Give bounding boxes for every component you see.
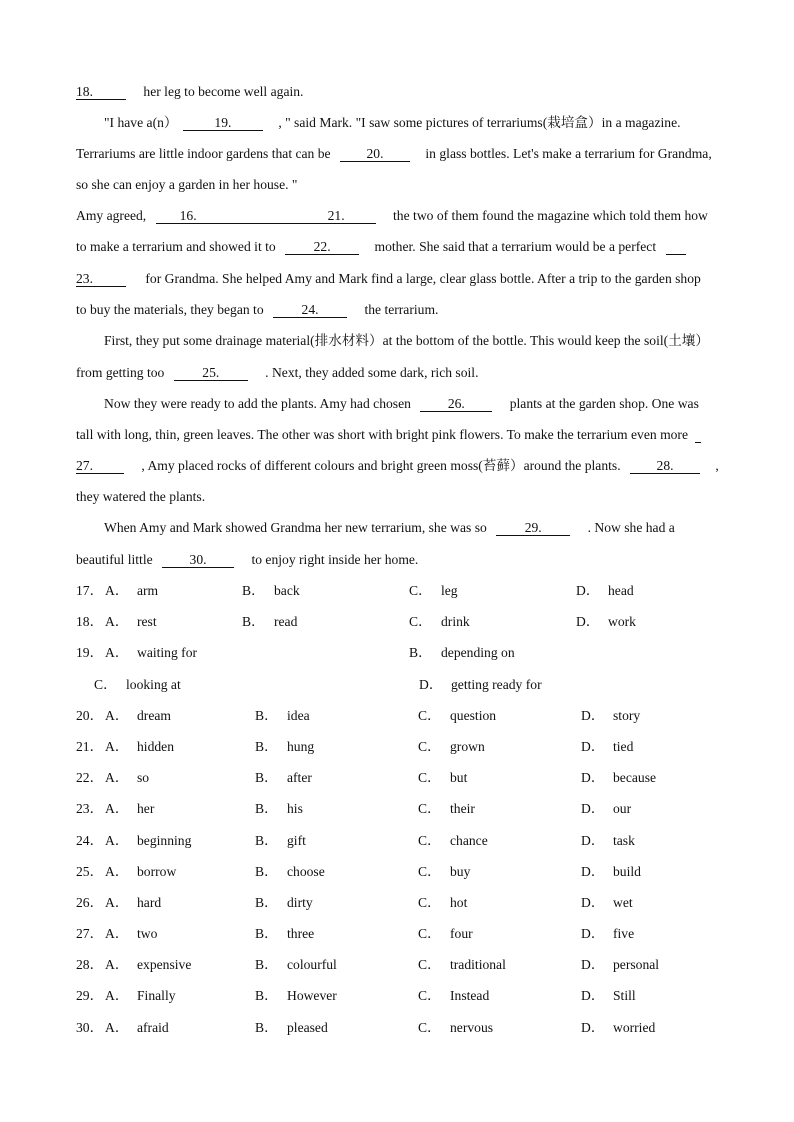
passage-text: , Amy placed rocks of different colours and bright green moss(苔藓）around the plants. [141,458,621,473]
option-letter: D． [576,614,600,629]
passage-text: mother. She said that a terrarium would be a perfect [374,239,657,254]
passage-text: "I have a(n） [104,115,178,130]
question-number: 27． [76,926,104,941]
option-text[interactable]: read [274,614,298,629]
blank-22[interactable]: 22. [285,239,359,255]
passage-text: in glass bottles. Let's make a terrarium for Grandma, [425,146,712,161]
passage-line [76,457,719,475]
blank-26[interactable]: 26. [420,396,492,412]
option-text[interactable]: work [608,614,636,629]
question-number: 24． [76,833,104,848]
question-number: 30． [76,1020,104,1035]
option-text[interactable]: his [287,801,303,816]
option-text[interactable]: grown [450,739,485,754]
option-text[interactable]: but [450,770,468,785]
option-text[interactable]: pleased [287,1020,328,1035]
option-text[interactable]: Still [613,988,636,1003]
passage-text: beautiful little [76,552,153,567]
passage-text: the terrarium. [364,302,439,317]
passage-line [76,488,205,506]
passage-line [104,114,681,132]
question-number: 23． [76,801,104,816]
option-text[interactable]: borrow [137,864,177,879]
option-text[interactable]: hard [137,895,162,910]
option-letter: A． [105,708,129,723]
option-letter: A． [105,864,129,879]
option-letter: B． [255,895,278,910]
option-letter: B． [242,583,265,598]
passage-text: tall with long, thin, green leaves. The other was short with bright pink flowers. To make the terrarium even more [76,427,688,442]
option-text[interactable]: because [613,770,657,785]
question-number: 28． [76,957,104,972]
question-number: 19． [76,645,104,660]
passage-text: First, they put some drainage material(排水材料）at the bottom of the bottle. This would keep the soil(土壤） [104,333,709,348]
option-letter: A． [105,614,129,629]
passage-line [76,176,297,194]
passage-line [104,519,675,537]
option-letter: A． [105,739,129,754]
blank-23-start [666,239,686,255]
option-letter: C． [418,864,441,879]
option-text[interactable]: task [613,833,635,848]
blank-28[interactable]: 28. [630,458,700,474]
option-letter: D． [581,833,605,848]
option-letter: D． [581,926,605,941]
option-text[interactable]: Instead [450,988,490,1003]
option-text[interactable]: story [613,708,641,723]
passage-text: Now they were ready to add the plants. Amy had chosen [104,396,411,411]
option-letter: D． [581,895,605,910]
option-text[interactable]: leg [441,583,458,598]
blank-27[interactable]: 27. [76,458,124,474]
blank-21-label: 21. [327,208,345,223]
option-letter: A． [105,583,129,598]
blank-23[interactable]: 23. [76,271,126,287]
blank-27-start [695,427,701,443]
passage-text: . Now she had a [587,520,675,535]
option-letter: A． [105,801,129,816]
blank-18[interactable]: 18. [76,84,126,100]
option-letter: B． [409,645,432,660]
passage-text: to make a terrarium and showed it to [76,239,276,254]
option-letter: A． [105,895,129,910]
option-letter: B． [255,801,278,816]
option-letter: D． [581,988,605,1003]
blank-19[interactable]: 19. [183,115,263,131]
option-text[interactable]: dream [137,708,171,723]
option-text[interactable]: However [287,988,337,1003]
option-letter: B． [255,864,278,879]
passage-text: plants at the garden shop. One was [509,396,699,411]
passage-text: her leg to become well again. [143,84,304,99]
blank-24[interactable]: 24. [273,302,347,318]
option-letter: C． [409,614,432,629]
option-text[interactable]: personal [613,957,660,972]
passage-text: the two of them found the magazine which told them how [393,208,708,223]
blank-25[interactable]: 25. [174,365,248,381]
option-letter: B． [255,770,278,785]
option-letter: B． [242,614,265,629]
option-letter: B． [255,926,278,941]
option-letter: D． [581,739,605,754]
option-letter: A． [105,1020,129,1035]
option-letter: D． [581,770,605,785]
option-text[interactable]: tied [613,739,634,754]
option-text[interactable]: colourful [287,957,337,972]
option-text[interactable]: hot [450,895,468,910]
passage-line [76,364,478,382]
option-text[interactable]: so [137,770,150,785]
question-number: 17． [76,583,104,598]
option-text[interactable]: buy [450,864,471,879]
option-text[interactable]: traditional [450,957,506,972]
option-text[interactable]: nervous [450,1020,494,1035]
passage-text: . Next, they added some dark, rich soil. [265,365,479,380]
option-letter: C． [418,833,441,848]
passage-line [76,426,701,444]
option-letter: B． [255,957,278,972]
question-number: 20． [76,708,104,723]
option-text[interactable]: head [608,583,634,598]
option-text[interactable]: idea [287,708,310,723]
option-letter: C． [418,801,441,816]
option-letter: C． [418,739,441,754]
question-number: 22． [76,770,104,785]
option-text[interactable]: getting ready for [451,677,542,692]
passage-line [76,207,708,225]
option-letter: D． [419,677,443,692]
option-letter: A． [105,988,129,1003]
option-letter: A． [105,957,129,972]
option-text[interactable]: build [613,864,641,879]
option-text[interactable]: question [450,708,497,723]
option-text[interactable]: looking at [126,677,181,692]
passage-text: to enjoy right inside her home. [251,552,419,567]
option-letter: C． [418,708,441,723]
option-letter: C． [94,677,117,692]
question-number: 26． [76,895,104,910]
option-text[interactable]: dirty [287,895,313,910]
option-letter: D． [581,1020,605,1035]
option-text[interactable]: four [450,926,473,941]
option-text[interactable]: afraid [137,1020,169,1035]
question-number: 18． [76,614,104,629]
option-text[interactable]: her [137,801,155,816]
option-text[interactable]: choose [287,864,325,879]
question-number: 29． [76,988,104,1003]
option-text[interactable]: chance [450,833,488,848]
passage-line [104,332,709,350]
passage-line [76,238,686,256]
option-text[interactable]: after [287,770,312,785]
passage-line [76,83,303,101]
option-text[interactable]: expensive [137,957,192,972]
option-text[interactable]: wet [613,895,633,910]
option-letter: B． [255,988,278,1003]
passage-line [76,301,438,319]
option-text[interactable]: drink [441,614,470,629]
passage-text: Amy agreed, [76,208,147,223]
passage-text: they watered the plants. [76,489,206,504]
passage-text: When Amy and Mark showed Grandma her new terrarium, she was so [104,520,487,535]
option-letter: D． [581,864,605,879]
option-text[interactable]: depending on [441,645,515,660]
option-text[interactable]: back [274,583,300,598]
option-letter: B． [255,833,278,848]
option-letter: D． [576,583,600,598]
passage-text: , " said Mark. "I saw some pictures of terrariums(栽培盒）in a magazine. [278,115,681,130]
option-letter: A． [105,833,129,848]
passage-text: so she can enjoy a garden in her house. " [76,177,298,192]
passage-line [104,395,699,413]
option-letter: B． [255,1020,278,1035]
option-text[interactable]: three [287,926,315,941]
passage-text: Terrariums are little indoor gardens that can be [76,146,331,161]
passage-text: for Grandma. She helped Amy and Mark find a large, clear glass bottle. After a trip to the garden shop [145,271,701,286]
option-text[interactable]: beginning [137,833,192,848]
option-text[interactable]: their [450,801,475,816]
passage-line [76,551,418,569]
option-text[interactable]: five [613,926,635,941]
blank-16-21[interactable] [156,208,376,224]
option-text[interactable]: waiting for [137,645,198,660]
blank-16-label: 16. [179,208,197,223]
blank-20[interactable]: 20. [340,146,410,162]
option-letter: D． [581,708,605,723]
option-text[interactable]: our [613,801,632,816]
option-text[interactable]: hidden [137,739,174,754]
option-letter: C． [418,957,441,972]
passage-line [76,145,712,163]
option-letter: D． [581,801,605,816]
option-text[interactable]: Finally [137,988,176,1003]
option-letter: B． [255,739,278,754]
passage-text: to buy the materials, they began to [76,302,264,317]
question-number: 21． [76,739,104,754]
option-text[interactable]: two [137,926,158,941]
option-text[interactable]: rest [137,614,157,629]
option-letter: C． [409,583,432,598]
passage-line [76,270,701,288]
option-letter: C． [418,926,441,941]
option-text[interactable]: arm [137,583,159,598]
passage-text: , [715,458,719,473]
option-letter: C． [418,770,441,785]
option-text[interactable]: hung [287,739,315,754]
passage-text: from getting too [76,365,165,380]
blank-30[interactable]: 30. [162,552,234,568]
option-letter: C． [418,895,441,910]
option-letter: B． [255,708,278,723]
option-letter: A． [105,926,129,941]
option-letter: C． [418,1020,441,1035]
option-text[interactable]: gift [287,833,306,848]
blank-29[interactable]: 29. [496,520,570,536]
option-text[interactable]: worried [613,1020,656,1035]
option-letter: D． [581,957,605,972]
question-number: 25． [76,864,104,879]
option-letter: C． [418,988,441,1003]
option-letter: A． [105,770,129,785]
option-letter: A． [105,645,129,660]
